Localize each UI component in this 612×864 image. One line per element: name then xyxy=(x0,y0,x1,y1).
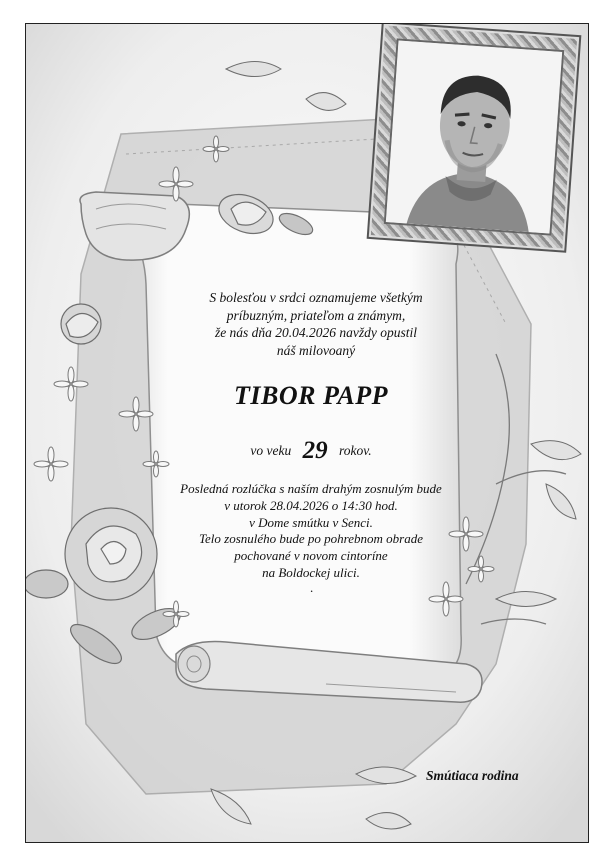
age-prefix: vo veku xyxy=(250,443,292,458)
info-line: na Boldockej ulici. xyxy=(262,564,360,580)
age-line xyxy=(176,437,446,465)
deceased-name: TIBOR PAPP xyxy=(233,381,389,410)
intro-line: príbuzným, priateľom a známym, xyxy=(226,307,406,323)
info-line: v utorok 28.04.2026 o 14:30 hod. xyxy=(224,497,398,513)
funeral-info xyxy=(136,481,486,582)
signature: Smútiaca rodina xyxy=(426,768,519,783)
portrait-frame xyxy=(367,23,582,253)
age-number: 29 xyxy=(302,437,328,464)
intro-line: náš milovoaný xyxy=(276,342,356,358)
trailing-mark: . xyxy=(310,580,314,595)
info-line: v Dome smútku v Senci. xyxy=(249,514,373,530)
portrait-photo xyxy=(384,38,565,235)
age-suffix: rokov. xyxy=(338,443,372,458)
info-line: pochované v novom cintoríne xyxy=(234,548,388,564)
info-line: Telo zosnulého bude po pohrebnom obrade xyxy=(198,531,423,547)
intro-line: že nás dňa 20.04.2026 navždy opustil xyxy=(214,325,418,340)
announcement-intro xyxy=(176,289,456,359)
obituary-card xyxy=(25,23,589,843)
intro-line: S bolesťou v srdci oznamujeme všetkým xyxy=(209,290,423,305)
info-line: Posledná rozlúčka s naším drahým zosnulým bude xyxy=(180,481,442,496)
